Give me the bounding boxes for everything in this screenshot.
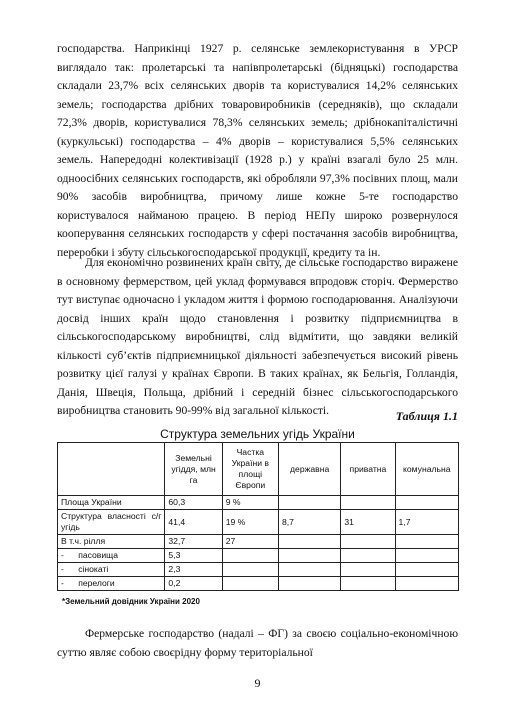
table-cell: - перелоги: [58, 577, 165, 591]
table-cell: [341, 496, 395, 510]
table-cell: В т.ч. рілля: [58, 535, 165, 549]
table-cell: Площа України: [58, 496, 165, 510]
table-cell: [278, 549, 340, 563]
table-cell: [341, 577, 395, 591]
table-cell: [222, 549, 278, 563]
table-row: [58, 535, 459, 549]
table-cell: 0,2: [165, 577, 222, 591]
table-cell: 60,3: [165, 496, 222, 510]
table-header-cell: Земельні угіддя, млн га: [165, 443, 222, 496]
table-cell: [341, 549, 395, 563]
table-cell: 19 %: [222, 510, 278, 535]
table-cell: 9 %: [222, 496, 278, 510]
table-cell: 41,4: [165, 510, 222, 535]
table-title: Структура земельних угідь України: [160, 427, 355, 441]
table-cell: - пасовища: [58, 549, 165, 563]
table-cell: [222, 563, 278, 577]
table-header-cell: комунальна: [395, 443, 458, 496]
paragraph-1: господарства. Наприкінці 1927 р. селянське землекористування в УРСР виглядало так: пролетарські та напівпролетарські (бідняцькі) господарства складали 23,7% всіх селянських дворів та користувалися 14,2% селянських земель; господарства дрібних товаровиробників (середняків), що складали 72,3% дворів, користувалися 78,3% селянських земель; дрібнокапіталістичні (куркульські) господарства – 4% дворів – користувалися 5,5% селянських земель. Напередодні колективізації (1928 р.) у країні взагалі було 25 млн. одноосібних селянських господарств, які обробляли 97,3% посівних площ, мали 90% засобів виробництва, причому лише кожне 5-те господарство користувалося найманою працею. В період НЕПу широко розвернулося кооперування селянських господарств у сфері постачання засобів виробництва, переробки і збуту сільськогосподарської продукції, кредиту та ін.: [57, 42, 458, 259]
table-row: [58, 549, 459, 563]
table-row: [58, 510, 459, 535]
page-number: 9: [254, 676, 261, 690]
table-cell: [341, 535, 395, 549]
paragraph-2: Для економічно розвинених країн світу, де сільське господарство виражене в основному фермерством, цей уклад формувався впродовж сторіч. Фермерство тут виступає одночасно і укладом життя і формою господарювання. Аналізуючи досвід інших країн щодо становлення і розвитку підприємництва в сільськогосподарському виробництві, слід відмітити, що завдяки великій кількості суб’єктів підприємницької діяльності забезпечується високий рівень розвитку цієї галузі у країнах Європи. В таких країнах, як Бельгія, Голландія, Данія, Швеція, Польща, дрібний і середній бізнес сільськогосподарського виробництва становить 90-99% від загальної кількості.: [57, 256, 458, 417]
table-number: Таблиця 1.1: [395, 409, 458, 423]
table-header-row: [58, 443, 459, 496]
table-header-cell: [58, 443, 165, 496]
table-cell: [395, 496, 458, 510]
table-cell: [278, 496, 340, 510]
table-header-cell: Частка України в площі Європи: [222, 443, 278, 496]
table-cell: [278, 577, 340, 591]
table-cell: 2,3: [165, 563, 222, 577]
table-cell: [395, 577, 458, 591]
table-cell: 8,7: [278, 510, 340, 535]
table-header-cell: приватна: [341, 443, 395, 496]
table-cell: 5,3: [165, 549, 222, 563]
table-cell: Структура власності с/г угідь: [58, 510, 165, 535]
land-structure-table: [57, 442, 459, 591]
table-cell: [278, 563, 340, 577]
table-cell: 32,7: [165, 535, 222, 549]
table-row: [58, 563, 459, 577]
table-cell: [278, 535, 340, 549]
table-cell: 31: [341, 510, 395, 535]
table-cell: [222, 577, 278, 591]
paragraph-3: Фермерське господарство (надалі – ФГ) за своєю соціально-економічною суттю являє собою своєрідну форму територіальної: [57, 627, 458, 659]
table-cell: [395, 535, 458, 549]
table-cell: [341, 563, 395, 577]
table-cell: - сінокаті: [58, 563, 165, 577]
table-row: [58, 496, 459, 510]
table-source-note: *Земельний довідник України 2020: [62, 597, 200, 606]
table-row: [58, 577, 459, 591]
table-cell: 27: [222, 535, 278, 549]
table-cell: 1,7: [395, 510, 458, 535]
table-header-cell: державна: [278, 443, 340, 496]
table-cell: [395, 549, 458, 563]
table-cell: [395, 563, 458, 577]
